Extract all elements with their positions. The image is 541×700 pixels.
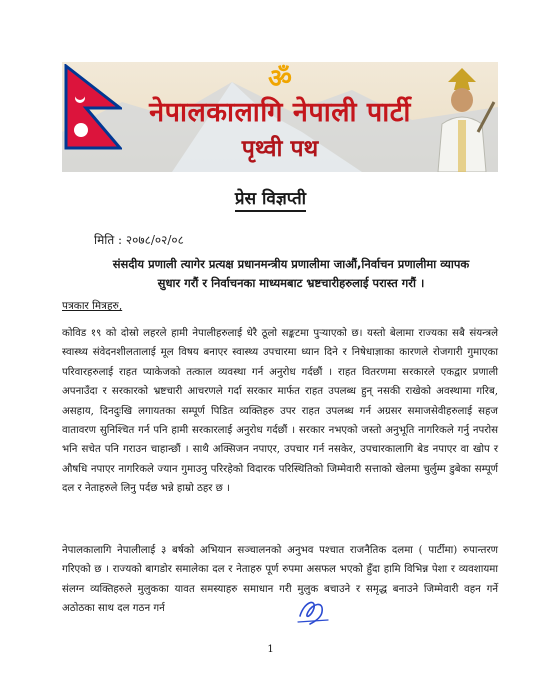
- salutation: पत्रकार मित्रहरु,: [62, 300, 123, 312]
- party-name: नेपालकालागि नेपाली पार्टी: [149, 97, 411, 128]
- body-paragraph: नेपालकालागि नेपालीलाई ३ बर्षको अभियान सञ्चालनको अनुभव पश्चात राजनैतिक दलमा ( पार्टीमा) रुपान्तरण गरिएको छ । राज्यको बागडोर समालेका दल र नेताहरु पूर्ण रुपमा असफल भएको हुँदा हामि विभिन्न पेशा र व्यवशायमा संलग्न व्यक्तिहरुले मुलुकका यावत समस्याहरु समाधान गरी मुलुक बचाउने र समृद्ध बनाउने जिम्मेवारी वहन गर्ने अठोठका साथ दल गठन गर्न: [62, 545, 498, 615]
- page-number: 1: [267, 644, 274, 655]
- document-headline: संसदीय प्रणाली त्यागेर प्रत्यक्ष प्रधानमन्त्रीय प्रणालीमा जाऔं,निर्वाचन प्रणालीमा व्यापक सुधार गरौं र निर्वाचनका माध्यमबाट भ्रष्टचारीहरुलाई परास्त गरौं ।: [112, 257, 470, 290]
- letterhead-banner: [62, 62, 498, 172]
- document-title: प्रेस विज्ञप्ती: [0, 188, 541, 210]
- om-symbol: ॐ: [268, 64, 292, 94]
- body-paragraph: कोविड १९ को दोस्रो लहरले हामी नेपालीहरुलाई धेरै ठूलो सङ्कटमा पुऱ्याएको छ। यस्तो बेलामा राज्यका सबै संयन्त्रले स्वास्थ्य संवेदनशीलतालाई मूल विषय बनाएर स्वास्थ्य उपचारमा ध्यान दिने र निषेधाज्ञाका कारणले रोजगारी गुमाएका परिवारहरुलाई राहत प्याकेजको तत्काल व्यवस्था गर्न अनुरोध गर्दछौं । राहत वितरणमा सरकारले एकद्वार प्रणाली अपनाउँदा र सरकारको भ्रष्टचारी आचरणले गर्दा सरकार मार्फत राहत उपलब्ध हुन् नसकी राखेको अवस्थामा गरिब, असहाय, दिनदुःखि लगायतका सम्पूर्ण पिडित व्यक्तिहरु उपर राहत उपलब्ध गर्न अग्रसर समाजसेवीहरुलाई सहज वातावरण सुनिश्चित गर्न पनि हामी सरकारलाई अनुरोध गर्दछौं । सरकार नभएको जस्तो अनुभूति नागरिकले गर्नु नपरोस भनि सचेत पनि गराउन चाहान्छौं । साथै अक्सिजन नपाएर, उपचार गर्न नसकेर, उपचारकालागि बेड नपाएर वा खोप र औषधि नपाएर नागरिकले ज्यान गुमाउनु परिरहेको विदारक परिस्थितिको जिम्मेवारी सत्ताको खेलमा चुर्लुम्म डुबेका सम्पूर्ण दल र नेताहरुले लिनु पर्दछ भन्ने हाम्रो ठहर छ ।: [62, 328, 498, 495]
- signature: [294, 594, 334, 628]
- king-portrait-icon: [428, 62, 496, 172]
- party-tagline: पृथ्वी पथ: [241, 136, 319, 162]
- document-date: मिति : २०७८/०२/०८: [94, 233, 184, 247]
